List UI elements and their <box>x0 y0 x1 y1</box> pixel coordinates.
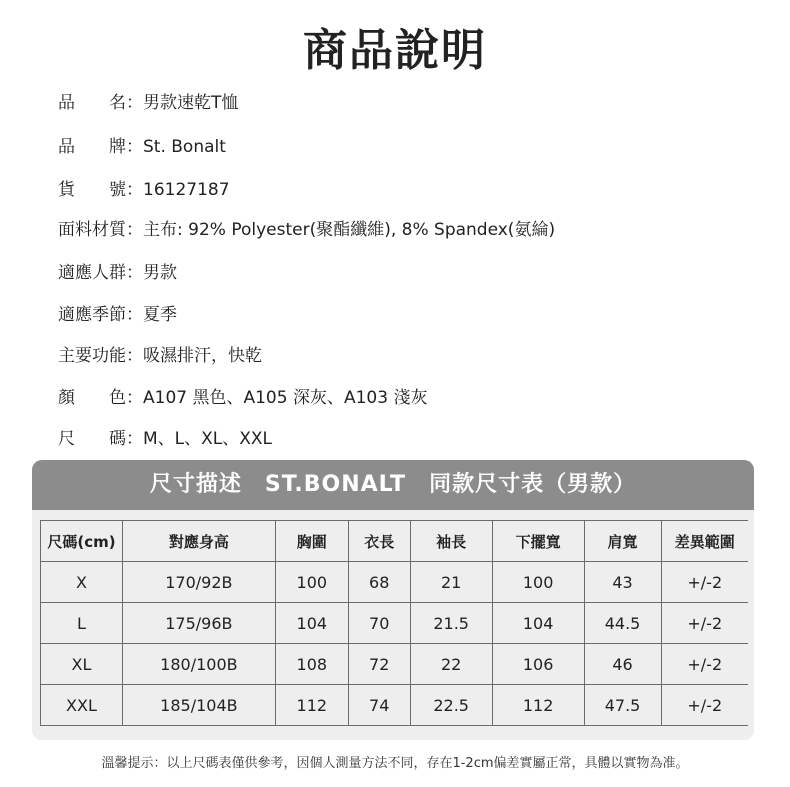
table-cell: 47.5 <box>584 685 661 726</box>
table-cell: 112 <box>492 685 584 726</box>
spec-value: 男款 <box>143 263 177 283</box>
table-row <box>41 644 749 685</box>
spec-colon: ： <box>126 388 143 408</box>
table-cell: 21.5 <box>410 603 492 644</box>
spec-value: 16127187 <box>143 180 230 200</box>
spec-row-size <box>58 424 272 449</box>
spec-label: 顏 色 <box>58 388 126 408</box>
table-cell: 74 <box>348 685 410 726</box>
spec-row-name <box>58 88 238 113</box>
table-cell: 104 <box>275 603 348 644</box>
table-cell: 43 <box>584 562 661 603</box>
table-row <box>41 685 749 726</box>
spec-colon: ： <box>126 346 143 366</box>
spec-row-season <box>58 300 177 325</box>
spec-row-audience <box>58 258 177 283</box>
footnote: 溫馨提示：以上尺碼表僅供參考，因個人測量方法不同，存在1-2cm偏差實屬正常，具體以實物為准。 <box>101 756 689 771</box>
spec-label: 品 名 <box>58 93 126 113</box>
table-cell: L <box>41 603 123 644</box>
column-header-height: 對應身高 <box>122 521 275 562</box>
table-row <box>41 562 749 603</box>
table-cell: 112 <box>275 685 348 726</box>
spec-row-function <box>58 341 262 366</box>
table-cell: +/-2 <box>661 603 748 644</box>
table-cell: 21 <box>410 562 492 603</box>
table-cell: XL <box>41 644 123 685</box>
spec-value: St. Bonalt <box>143 137 226 157</box>
table-cell: 104 <box>492 603 584 644</box>
table-cell: 46 <box>584 644 661 685</box>
table-row <box>41 603 749 644</box>
table-cell: 175/96B <box>122 603 275 644</box>
spec-value: M、L、XL、XXL <box>143 429 273 449</box>
spec-label: 尺 碼 <box>58 429 126 449</box>
spec-label: 面料材質 <box>58 220 126 240</box>
table-cell: 22.5 <box>410 685 492 726</box>
spec-value: 男款速乾T恤 <box>143 93 239 113</box>
column-header-shoulder: 肩寬 <box>584 521 661 562</box>
size-chart-heading: 尺寸描述 ST.BONALT 同款尺寸表（男款） <box>32 460 754 510</box>
spec-value: 主布: 92% Polyester(聚酯纖維), 8% Spandex(氨綸) <box>143 220 556 240</box>
spec-colon: ： <box>126 137 143 157</box>
table-cell: XXL <box>41 685 123 726</box>
spec-label: 適應人群 <box>58 263 126 283</box>
column-header-hem: 下擺寬 <box>492 521 584 562</box>
table-cell: X <box>41 562 123 603</box>
spec-row-material <box>58 215 555 240</box>
table-cell: 108 <box>275 644 348 685</box>
table-cell: +/-2 <box>661 562 748 603</box>
spec-label: 主要功能 <box>58 346 126 366</box>
column-header-chest: 胸圍 <box>275 521 348 562</box>
size-chart-table <box>40 520 748 726</box>
column-header-tolerance: 差異範圍 <box>661 521 748 562</box>
table-cell: +/-2 <box>661 685 748 726</box>
table-cell: 106 <box>492 644 584 685</box>
spec-colon: ： <box>126 93 143 113</box>
spec-colon: ： <box>126 220 143 240</box>
spec-value: 夏季 <box>143 305 177 325</box>
table-cell: 70 <box>348 603 410 644</box>
spec-row-brand <box>58 132 226 157</box>
table-cell: 22 <box>410 644 492 685</box>
spec-colon: ： <box>126 263 143 283</box>
page-title: 商品說明 <box>303 25 487 76</box>
spec-label: 貨 號 <box>58 180 126 200</box>
table-header-row <box>41 521 749 562</box>
table-cell: 44.5 <box>584 603 661 644</box>
spec-value: A107 黑色、A105 深灰、A103 淺灰 <box>143 388 428 408</box>
table-cell: 100 <box>492 562 584 603</box>
table-cell: 180/100B <box>122 644 275 685</box>
table-cell: 185/104B <box>122 685 275 726</box>
table-cell: 68 <box>348 562 410 603</box>
column-header-size: 尺碼(cm) <box>41 521 123 562</box>
spec-colon: ： <box>126 429 143 449</box>
table-cell: 100 <box>275 562 348 603</box>
spec-row-item-number <box>58 175 230 200</box>
spec-colon: ： <box>126 305 143 325</box>
spec-colon: ： <box>126 180 143 200</box>
table-cell: 72 <box>348 644 410 685</box>
spec-label: 品 牌 <box>58 137 126 157</box>
table-cell: 170/92B <box>122 562 275 603</box>
column-header-length: 衣長 <box>348 521 410 562</box>
spec-row-color <box>58 383 427 408</box>
spec-label: 適應季節 <box>58 305 126 325</box>
table-cell: +/-2 <box>661 644 748 685</box>
column-header-sleeve: 袖長 <box>410 521 492 562</box>
spec-value: 吸濕排汗，快乾 <box>143 346 262 366</box>
